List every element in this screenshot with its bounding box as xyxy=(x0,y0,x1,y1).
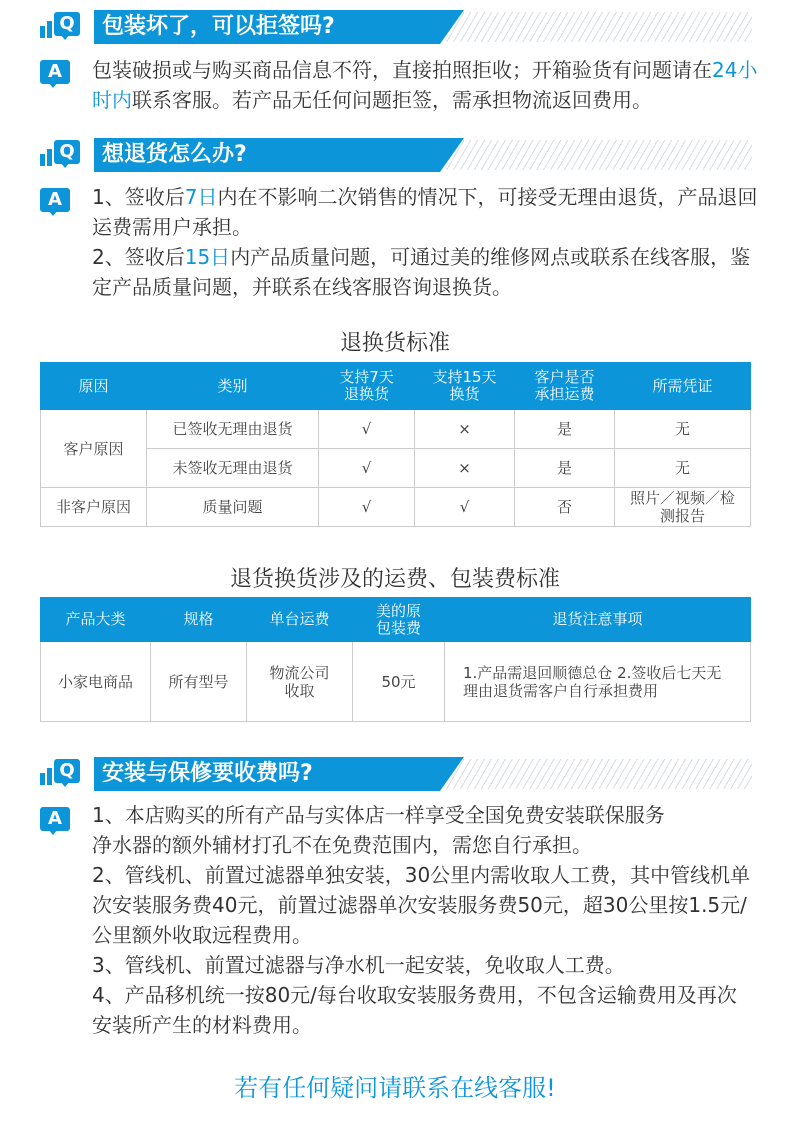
product-category-cell: 小家电商品 xyxy=(41,642,151,722)
answer-line: 1、本店购买的所有产品与实体店一样享受全国免费安装联保服务 xyxy=(92,803,665,827)
col-header: 美的原包装费 xyxy=(353,598,445,642)
notes-cell: 1.产品需退回顺德总仓 2.签收后七天无理由退货需客户自行承担费用 xyxy=(445,642,751,722)
shipping-fee-table xyxy=(40,597,751,722)
answer-icon: A xyxy=(40,60,70,88)
reason-cell: 非客户原因 xyxy=(41,488,147,527)
table-row xyxy=(41,488,751,527)
answer-item-2: 2、签收后15日内产品质量问题，可通过美的维修网点或联系在线客服，鉴定产品质量问题，并联系在线客服咨询退换货。 xyxy=(92,245,751,299)
answer-line: 净水器的额外辅材打孔不在免费范围内，需您自行承担。 xyxy=(92,833,592,857)
col-header: 客户是否承担运费 xyxy=(515,363,615,410)
question-title: 安装与保修要收费吗? xyxy=(102,761,313,786)
answer-icon: A xyxy=(40,188,70,216)
support-7day-cell: √ xyxy=(319,410,415,449)
col-header: 产品大类 xyxy=(41,598,151,642)
col-header: 所需凭证 xyxy=(615,363,751,410)
question-title: 包装坏了，可以拒签吗? xyxy=(102,14,335,39)
table2-title: 退货换货涉及的运费、包装费标准 xyxy=(229,567,560,592)
support-7day-cell: √ xyxy=(319,488,415,527)
proof-cell: 无 xyxy=(615,410,751,449)
table-row xyxy=(41,410,751,449)
table-row xyxy=(41,642,751,722)
question-icon: Q xyxy=(40,759,80,789)
col-header: 支持15天换货 xyxy=(415,363,515,410)
category-cell: 已签收无理由退货 xyxy=(147,410,319,449)
answer-text-2 xyxy=(92,182,762,302)
question-header-1 xyxy=(40,10,752,44)
col-header: 单台运费 xyxy=(247,598,353,642)
freight-cell: 物流公司收取 xyxy=(247,642,353,722)
col-header: 规格 xyxy=(151,598,247,642)
proof-cell: 无 xyxy=(615,449,751,488)
question-icon: Q xyxy=(40,140,80,170)
category-cell: 质量问题 xyxy=(147,488,319,527)
hatch-decoration xyxy=(430,140,752,170)
col-header: 类别 xyxy=(147,363,319,410)
hatch-decoration xyxy=(430,12,752,42)
answer-line: 3、管线机、前置过滤器与净水机一起安装，免收取人工费。 xyxy=(92,953,625,977)
question-title: 想退货怎么办? xyxy=(102,142,247,167)
table-header-row xyxy=(41,363,751,410)
answer-text-3 xyxy=(92,800,752,1040)
spec-cell: 所有型号 xyxy=(151,642,247,722)
answer-item-1: 1、签收后7日内在不影响二次销售的情况下，可接受无理由退货，产品退回运费需用户承担。 xyxy=(92,185,758,239)
proof-cell: 照片／视频／检测报告 xyxy=(615,488,751,527)
table1-title: 退换货标准 xyxy=(339,331,450,356)
answer-icon: A xyxy=(40,807,70,835)
answer-text-1: 包装破损或与购买商品信息不符，直接拍照拒收；开箱验货有问题请在24小时内联系客服。若产品无任何问题拒签，需承担物流返回费用。 xyxy=(92,58,758,112)
support-15day-cell: × xyxy=(415,449,515,488)
col-header: 退货注意事项 xyxy=(445,598,751,642)
answer-line: 4、产品移机统一按80元/每台收取安装服务费用，不包含运输费用及再次安装所产生的材料费用。 xyxy=(92,983,737,1037)
support-7day-cell: √ xyxy=(319,449,415,488)
reason-cell: 客户原因 xyxy=(41,410,147,488)
question-header-2 xyxy=(40,138,752,172)
table-header-row xyxy=(41,598,751,642)
category-cell: 未签收无理由退货 xyxy=(147,449,319,488)
hatch-decoration xyxy=(430,759,752,789)
support-15day-cell: √ xyxy=(415,488,515,527)
fee-cell: 是 xyxy=(515,449,615,488)
answer-line: 2、管线机、前置过滤器单独安装，30公里内需收取人工费，其中管线机单次安装服务费40元，前置过滤器单次安装服务费50元，超30公里按1.5元/公里额外收取远程费用。 xyxy=(92,863,751,947)
contact-footer: 若有任何疑问请联系在线客服! xyxy=(234,1074,556,1102)
question-header-3 xyxy=(40,757,752,791)
question-icon: Q xyxy=(40,12,80,42)
col-header: 支持7天退换货 xyxy=(319,363,415,410)
table-row xyxy=(41,449,751,488)
fee-cell: 是 xyxy=(515,410,615,449)
support-15day-cell: × xyxy=(415,410,515,449)
return-standard-table xyxy=(40,362,751,527)
col-header: 原因 xyxy=(41,363,147,410)
fee-cell: 否 xyxy=(515,488,615,527)
package-fee-cell: 50元 xyxy=(353,642,445,722)
